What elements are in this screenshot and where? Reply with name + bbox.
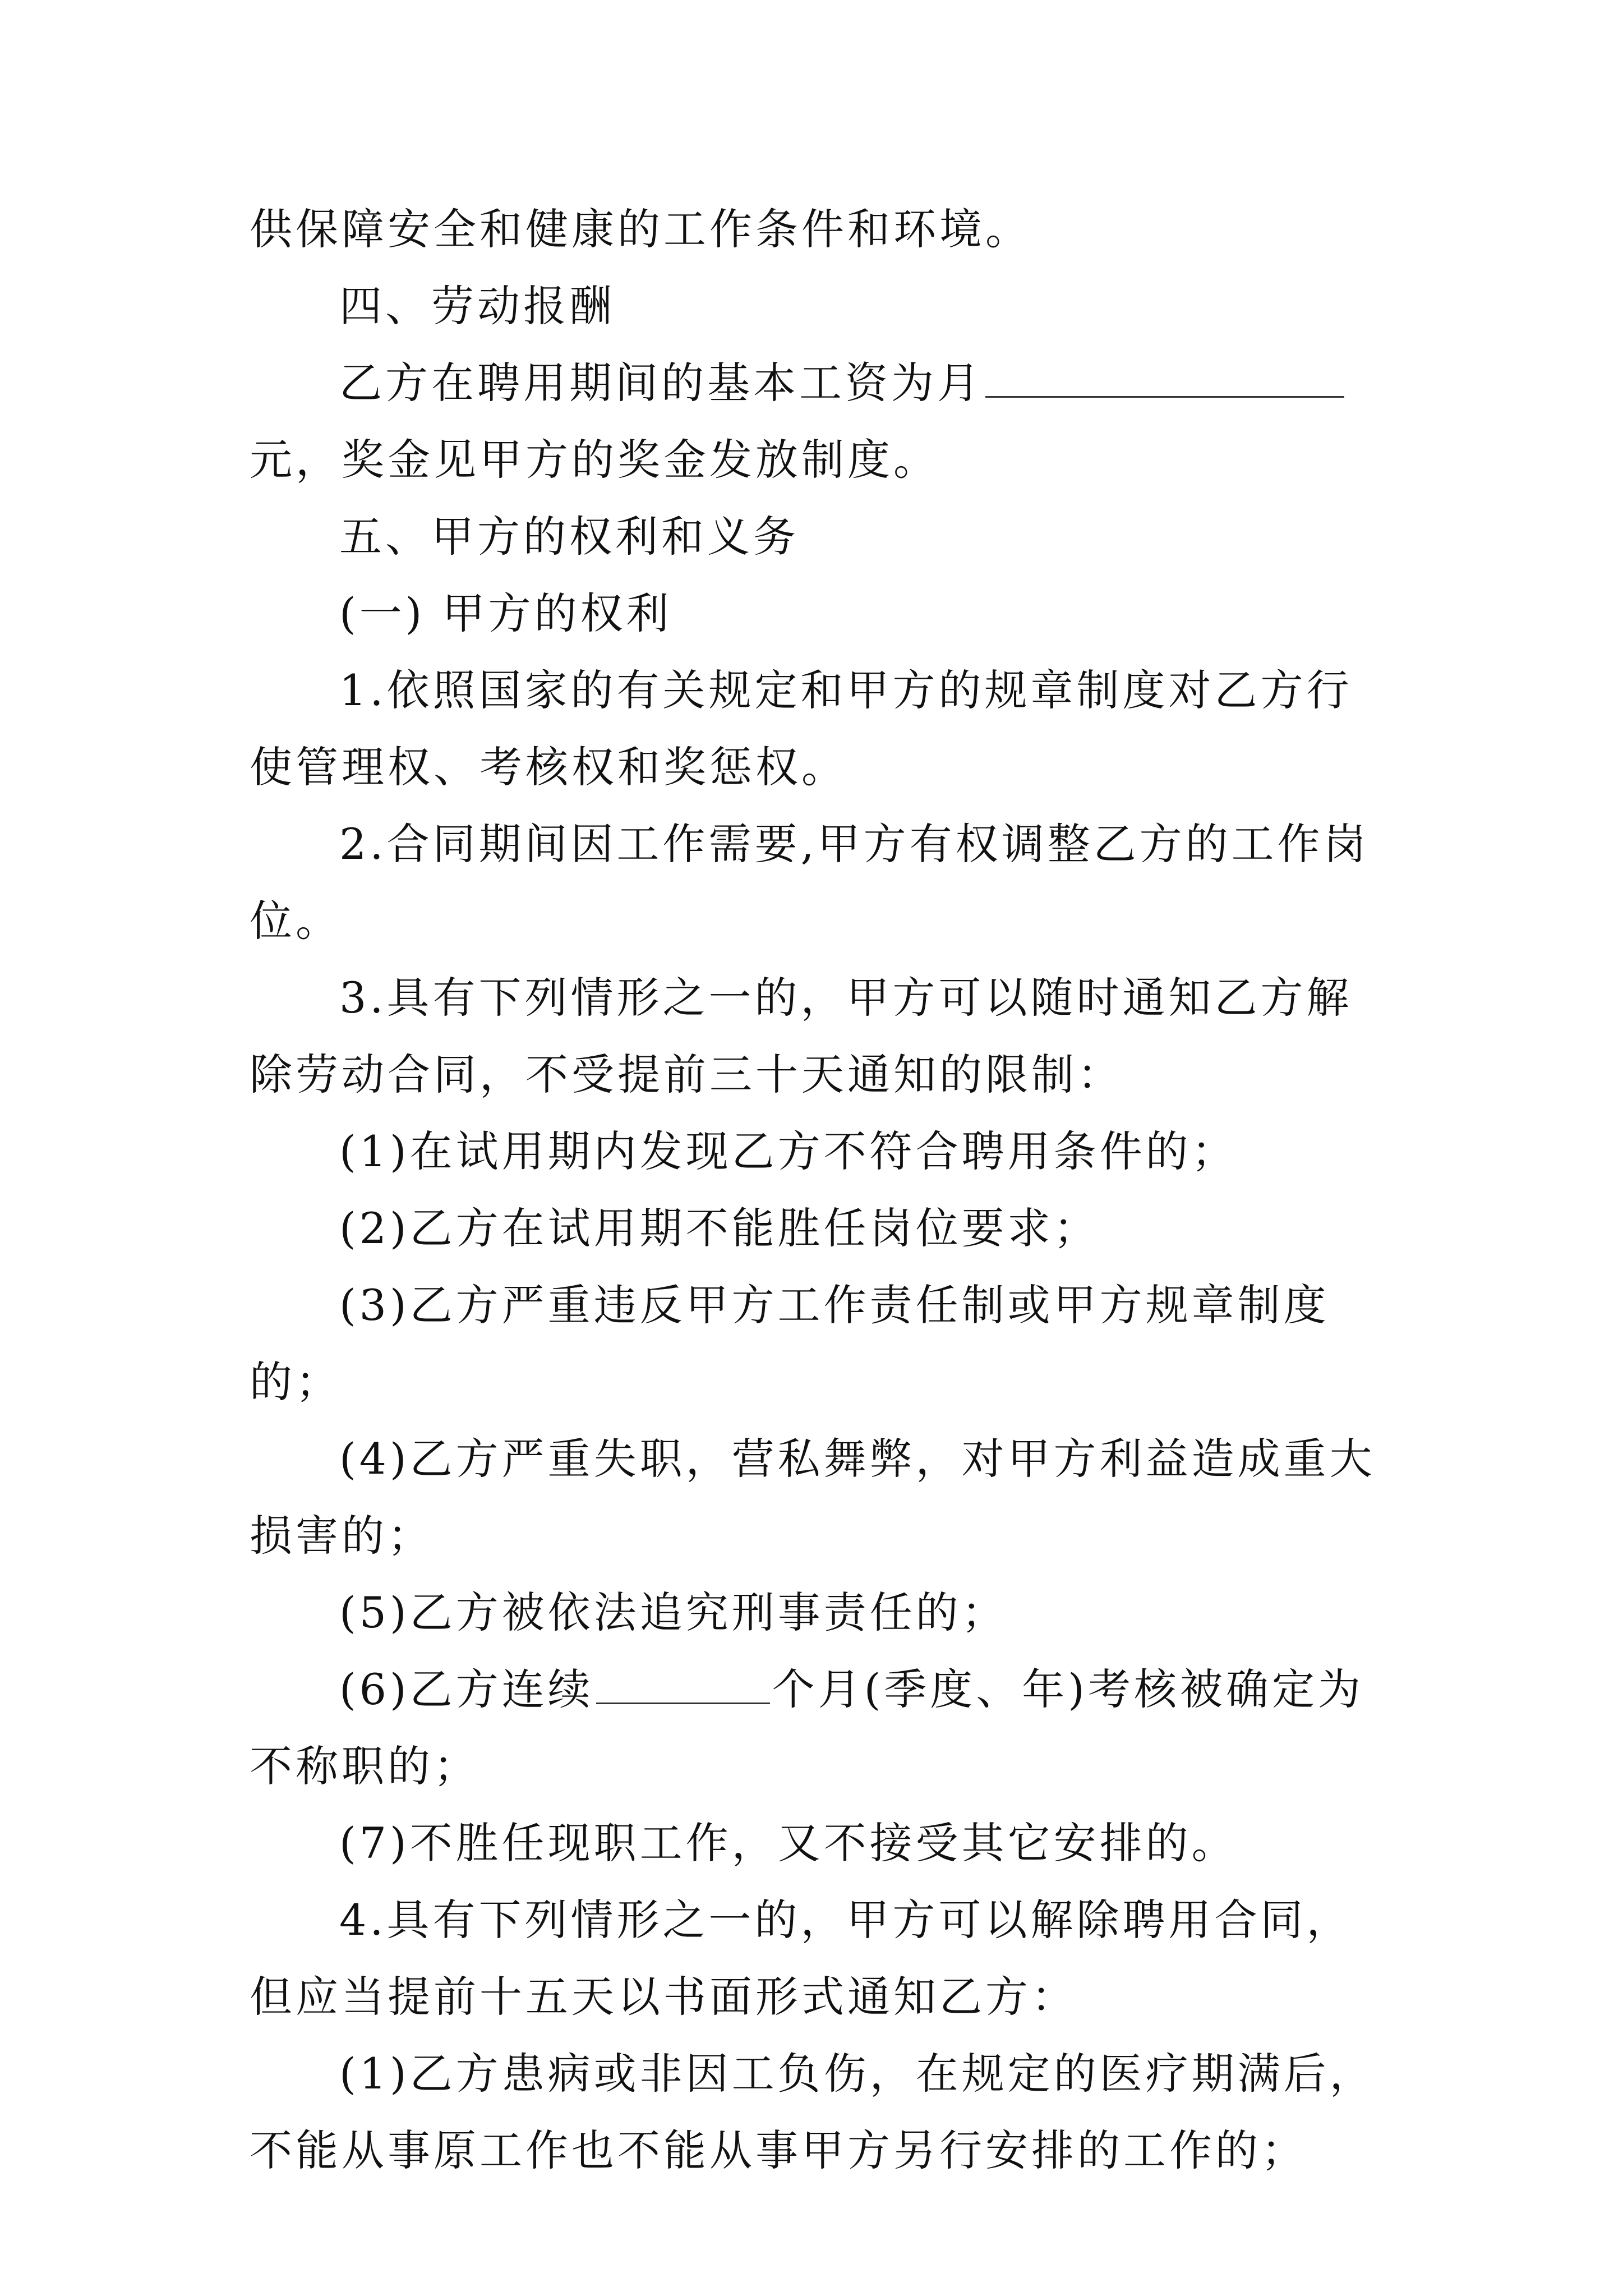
clause-3: 3.具有下列情形之一的，甲方可以随时通知乙方解除劳动合同，不受提前三十天通知的限制： [250,973,1353,1099]
clause-4: 4.具有下列情形之一的，甲方可以解除聘用合同，但应当提前十五天以书面形式通知乙方： [250,1895,1353,2022]
contract-body [250,191,1394,2189]
clause-3-item-6: (6)乙方连续 个月(季度、年)考核被确定为不称职的； [250,1664,1364,1791]
clause-3-item-4: (4)乙方严重失职，营私舞弊，对甲方利益造成重大损害的； [250,1434,1376,1561]
clause-3-item-5: (5)乙方被依法追究刑事责任的； [339,1588,1008,1637]
text-line: 供保障安全和健康的工作条件和环境。 [250,204,1031,254]
section-heading-remuneration: 四、劳动报酬 [339,281,615,331]
clause-2: 2.合同期间因工作需要,甲方有权调整乙方的工作岗位。 [250,819,1370,946]
clause-1: 1.依照国家的有关规定和甲方的规章制度对乙方行使管理权、考核权和奖惩权。 [250,665,1353,792]
clause-3-item-3: (3)乙方严重违反甲方工作责任制或甲方规章制度的； [250,1280,1330,1407]
clause-3-item-1: (1)在试用期内发现乙方不符合聘用条件的； [339,1126,1238,1176]
subsection-heading-party-a-rights: (一) 甲方的权利 [339,588,672,638]
paragraph-basic-salary: 乙方在聘用期间的基本工资为月元，奖金见甲方的奖金发放制度。 [250,344,1394,498]
salary-blank-field [985,359,1344,398]
clause-3-item-7: (7)不胜任现职工作，又不接受其它安排的。 [339,1818,1238,1868]
clause-4-item-1: (1)乙方患病或非因工负伤，在规定的医疗期满后，不能从事原工作也不能从事甲方另行安排的工作的； [250,2049,1376,2175]
section-heading-party-a-rights-duties: 五、甲方的权利和义务 [339,512,799,562]
months-blank-field [596,1665,770,1704]
clause-3-item-2: (2)乙方在试用期不能胜任岗位要求； [339,1203,1100,1253]
paragraph-work-conditions [250,191,1394,268]
